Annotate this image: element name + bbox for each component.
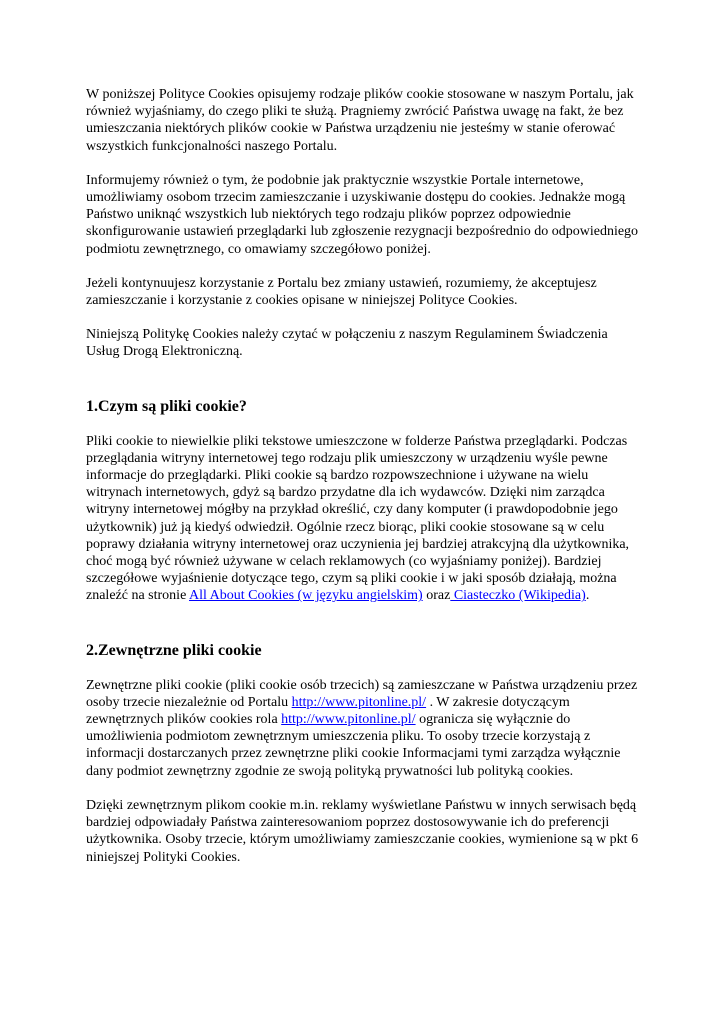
section-1-text-end: . <box>585 588 590 604</box>
section-1-paragraph <box>86 433 642 605</box>
section-1-heading: 1.Czym są pliki cookie? <box>86 397 247 415</box>
ciasteczko-wikipedia-link[interactable]: Ciasteczko (Wikipedia) <box>450 588 586 604</box>
document-page <box>86 86 642 883</box>
intro-paragraph-4: Niniejszą Politykę Cookies należy czytać w połączeniu z naszym Regulaminem Świadczenia Usług Drogą Elektroniczną. <box>86 327 608 360</box>
pitonline-link-2[interactable]: http://www.pitonline.pl/ <box>281 712 416 728</box>
intro-paragraph-3: Jeżeli kontynuujesz korzystanie z Portalu bez zmiany ustawień, rozumiemy, że akceptujesz zamieszczanie i korzystanie z cookies opisane w niniejszej Polityce Cookies. <box>86 275 597 309</box>
section-2-heading: 2.Zewnętrzne pliki cookie <box>86 641 262 659</box>
pitonline-link-1[interactable]: http://www.pitonline.pl/ <box>291 694 427 710</box>
all-about-cookies-link[interactable]: All About Cookies (w języku angielskim) <box>189 588 423 604</box>
intro-paragraph-1: W poniższej Polityce Cookies opisujemy rodzaje plików cookie stosowane w naszym Portalu, jak również wyjaśniamy, do czego pliki te służą. Pragniemy zwrócić Państwa uwagę na fakt, że bez umieszczania niektórych plików cookie w Państwa urządzeniu nie jesteśmy w stanie oferować wszystkich funkcjonalności naszego Portalu. <box>86 87 634 154</box>
intro-paragraph-2: Informujemy również o tym, że podobnie jak praktycznie wszystkie Portale internetowe, umożliwiamy osobom trzecim zamieszczanie i uzyskiwanie dostępu do cookies. Jednakże mogą Państwo uniknąć wszystkich lub niektórych tego rodzaju plików poprzez odpowiednie skonfigurowanie ustawień przeglądarki lub zgłoszenie rezygnacji bezpośrednio do odpowiedniego podmiotu zewnętrznego, co omawiamy szczegółowo poniżej. <box>86 172 639 257</box>
section-2-text-mid: . W zakresie dotyczącym zewnętrznych plików cookies rola <box>86 694 570 728</box>
section-1-text-mid: oraz <box>422 588 451 604</box>
section-2-text-start: Zewnętrzne pliki cookie (pliki cookie osób trzecich) są zamieszczane w Państwa urządzeniu przez osoby trzecie niezależnie od Portalu <box>86 677 638 710</box>
section-2-text-end: ogranicza się wyłącznie do umożliwienia podmiotom zewnętrznym umieszczenia pliku. To osoby trzecie korzystają z informacji dostarczanych przez zewnętrzne pliki cookie Informacjami tymi zarządza wyłącznie dany podmiot zewnętrzny zgodnie ze swoją polityką prywatności lub polityką cookies. <box>86 712 621 779</box>
section-2-paragraph-1 <box>86 677 642 780</box>
section-2-paragraph-2: Dzięki zewnętrznym plikom cookie m.in. reklamy wyświetlane Państwu w innych serwisach będą bardziej odpowiadały Państwa zainteresowaniom poprzez dostosowywanie ich do preferencji użytkownika. Osoby trzecie, którym umożliwiamy zamieszczanie cookies, wymienione są w pkt 6 niniejszej Polityki Cookies. <box>86 797 639 865</box>
section-1-text-start: Pliki cookie to niewielkie pliki tekstowe umieszczone w folderze Państwa przeglądarki. Podczas przeglądania witryny internetowej tego rodzaju plik umieszczony w urządzeniu wyśle pewne informacje do przeglądarki. Pliki cookie są bardzo rozpowszechnione i używane na wielu witrynach internetowych, gdyż są bardzo przydatne dla ich wydawców. Dzięki nim zarządca witryny internetowej mógłby na przykład określić, czy dany komputer (i prawdopodobnie jego użytkownik) już ją kiedyś odwiedził. Ogólnie rzecz biorąc, pliki cookie stosowane są w celu poprawy działania witryny internetowej oraz uczynienia jej bardziej atrakcyjną dla użytkownika, choć mogą być również używane w celach reklamowych (co wyjaśniamy poniżej). Bardziej szczegółowe wyjaśnienie dotyczące tego, czym są pliki cookie i w jaki sposób działają, można znaleźć na stronie <box>86 433 630 604</box>
